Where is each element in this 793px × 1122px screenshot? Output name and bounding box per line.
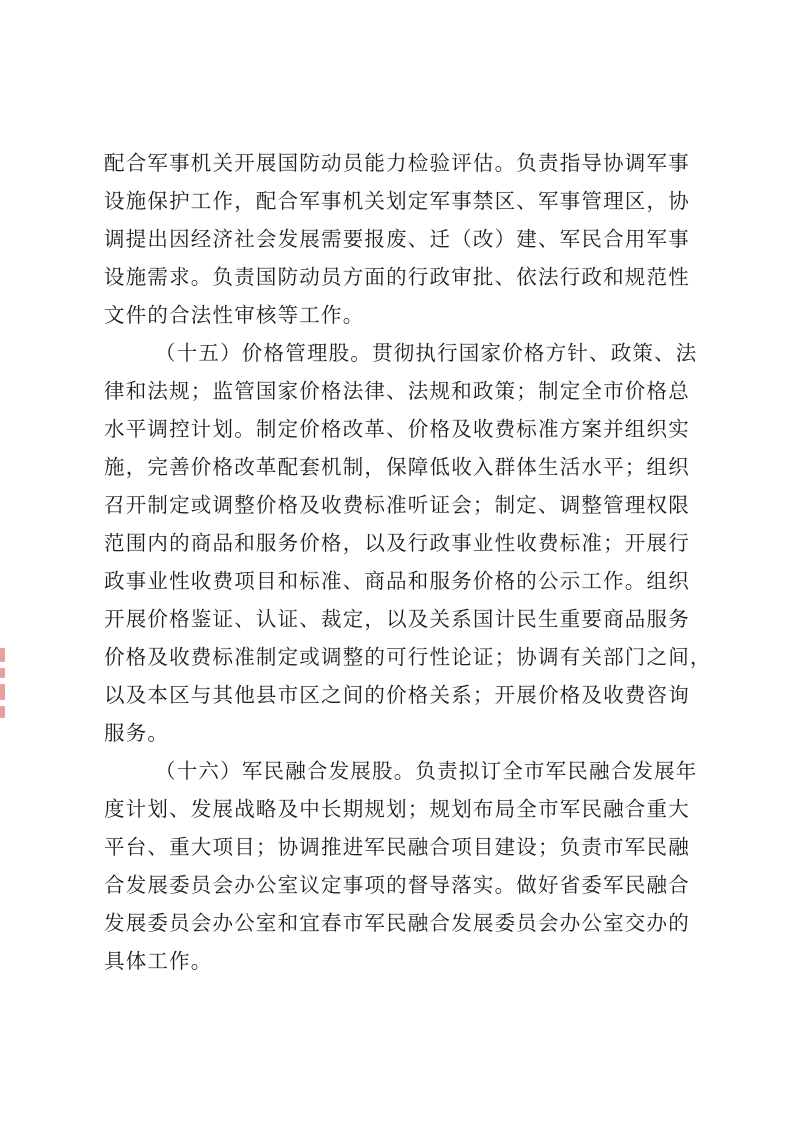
paragraph-2-line-1: （十五）价格管理股。贯彻执行国家价格方针、政策、法 [155,341,698,365]
paragraph-3-line-2: 度计划、发展战略及中长期规划；规划布局全市军民融合重大 [104,797,690,821]
seal-stamp-fragment [0,648,5,662]
paragraph-1-line-5: 文件的合法性审核等工作。 [104,303,365,327]
paragraph-3-line-5: 发展委员会办公室和宜春市军民融合发展委员会办公室交办的 [104,911,690,935]
seal-stamp-edge [0,648,6,743]
paragraph-2-line-4: 施，完善价格改革配套机制，保障低收入群体生活水平；组织 [104,455,690,479]
paragraph-2-line-5: 召开制定或调整价格及收费标准听证会；制定、调整管理权限 [104,493,690,517]
paragraph-2-line-11: 服务。 [104,721,170,745]
paragraph-2-line-8: 开展价格鉴证、认证、裁定，以及关系国计民生重要商品服务 [104,607,690,631]
paragraph-1-line-2: 设施保护工作，配合军事机关划定军事禁区、军事管理区，协 [104,189,690,213]
paragraph-2-line-10: 以及本区与其他县市区之间的价格关系；开展价格及收费咨询 [104,683,690,707]
paragraph-1-line-1: 配合军事机关开展国防动员能力检验评估。负责指导协调军事 [104,151,690,175]
paragraph-2-line-7: 政事业性收费项目和标准、商品和服务价格的公示工作。组织 [104,569,690,593]
paragraph-3-line-1: （十六）军民融合发展股。负责拟订全市军民融合发展年 [155,759,698,783]
paragraph-3-line-6: 具体工作。 [104,949,213,973]
seal-stamp-fragment [0,684,5,700]
paragraph-3-line-3: 平台、重大项目；协调推进军民融合项目建设；负责市军民融 [104,835,690,859]
paragraph-3-line-4: 合发展委员会办公室议定事项的督导落实。做好省委军民融合 [104,873,690,897]
seal-stamp-fragment [0,706,5,718]
paragraph-2-line-9: 价格及收费标准制定或调整的可行性论证；协调有关部门之间， [104,645,712,669]
paragraph-2-line-2: 律和法规；监管国家价格法律、法规和政策；制定全市价格总 [104,379,690,403]
paragraph-2-line-3: 水平调控计划。制定价格改革、价格及收费标准方案并组织实 [104,417,690,441]
seal-stamp-fragment [0,668,5,678]
paragraph-1-line-3: 调提出因经济社会发展需要报废、迁（改）建、军民合用军事 [104,227,690,251]
paragraph-2-line-6: 范围内的商品和服务价格，以及行政事业性收费标准；开展行 [104,531,690,555]
paragraph-1-line-4: 设施需求。负责国防动员方面的行政审批、依法行政和规范性 [104,265,690,289]
